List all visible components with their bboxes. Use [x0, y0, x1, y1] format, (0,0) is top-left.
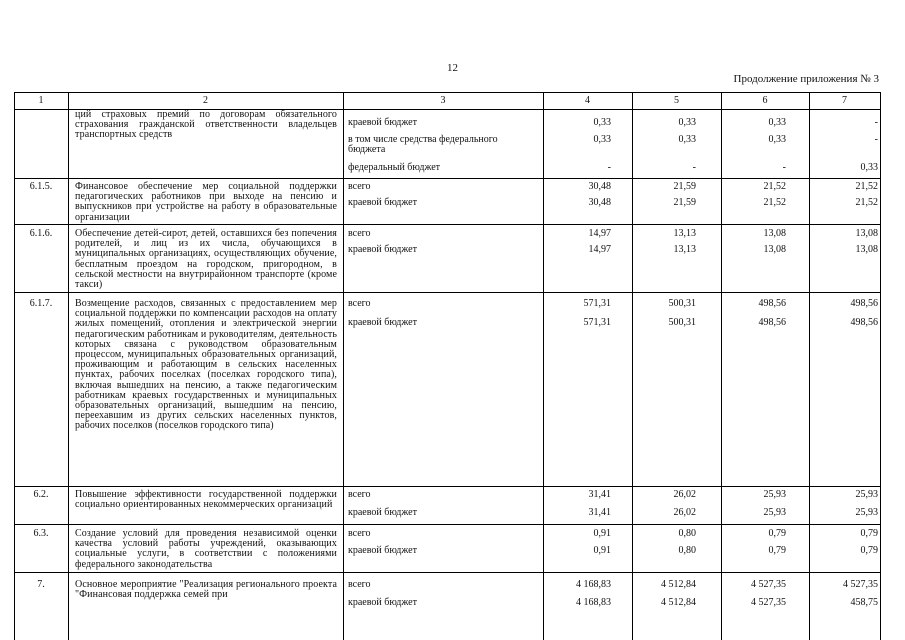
value-cell: -	[692, 162, 696, 173]
row-name: Создание условий для проведения независимой оценки качества условий работы учреждений, оказывающих социальные услуги, в соответствии с положениями федерального законодательства	[75, 528, 337, 570]
value-cell: 498,56	[758, 317, 786, 328]
funding-source: краевой бюджет	[348, 507, 417, 518]
value-cell: 500,31	[668, 298, 696, 309]
value-cell: 30,48	[588, 197, 611, 208]
row-separator	[14, 572, 880, 573]
value-cell: 4 168,83	[576, 597, 611, 608]
value-cell: 0,79	[768, 528, 786, 539]
grid-vline	[721, 92, 722, 640]
funding-source: всего	[348, 528, 371, 539]
value-cell: 0,91	[593, 545, 611, 556]
row-name: Основное мероприятие "Реализация регионального проекта "Финансовая поддержка семей при	[75, 579, 337, 601]
value-cell: 0,33	[768, 134, 786, 145]
row-separator	[14, 224, 880, 225]
row-separator	[14, 524, 880, 525]
page-number: 12	[447, 62, 458, 74]
value-cell: 4 527,35	[751, 597, 786, 608]
value-cell: 571,31	[583, 298, 611, 309]
value-cell: -	[874, 134, 878, 145]
value-cell: 498,56	[850, 317, 878, 328]
value-cell: 0,33	[593, 134, 611, 145]
grid-vline	[543, 92, 544, 640]
value-cell: 4 527,35	[843, 579, 878, 590]
value-cell: 0,80	[678, 528, 696, 539]
row-number: 6.1.7.	[29, 298, 53, 309]
value-cell: 13,13	[673, 244, 696, 255]
value-cell: 4 512,84	[661, 579, 696, 590]
value-cell: -	[782, 162, 786, 173]
value-cell: 4 527,35	[751, 579, 786, 590]
grid-vline	[14, 92, 15, 640]
value-cell: 13,08	[855, 228, 878, 239]
value-cell: 26,02	[673, 489, 696, 500]
value-cell: 31,41	[588, 507, 611, 518]
row-number: 6.1.6.	[29, 228, 53, 239]
funding-source: всего	[348, 298, 371, 309]
value-cell: 0,91	[593, 528, 611, 539]
funding-source: краевой бюджет	[348, 317, 417, 328]
value-cell: 0,33	[678, 117, 696, 128]
value-cell: 31,41	[588, 489, 611, 500]
header-col-1: 1	[38, 95, 44, 106]
value-cell: 21,52	[855, 197, 878, 208]
value-cell: 25,93	[855, 507, 878, 518]
value-cell: 0,33	[860, 162, 878, 173]
funding-source: краевой бюджет	[348, 197, 417, 208]
value-cell: 0,79	[860, 528, 878, 539]
value-cell: 21,52	[855, 181, 878, 192]
value-cell: 14,97	[588, 228, 611, 239]
grid-vline	[809, 92, 810, 640]
value-cell: 13,08	[763, 228, 786, 239]
row-number: 6.1.5.	[29, 181, 53, 192]
value-cell: 26,02	[673, 507, 696, 518]
funding-source: всего	[348, 228, 371, 239]
header-col-4: 4	[585, 95, 590, 106]
funding-source: краевой бюджет	[348, 597, 417, 608]
value-cell: -	[607, 162, 611, 173]
row-name: Обеспечение детей-сирот, детей, оставшихся без попечения родителей, и лиц из их числа, обучающихся в муниципальных организациях, осуществляющих обучение, бесплатным проездом на городском, пригородном, в сельской местности на внутрирайонном транспорте (кроме такси)	[75, 228, 337, 291]
value-cell: -	[874, 117, 878, 128]
value-cell: 4 168,83	[576, 579, 611, 590]
row-name: Возмещение расходов, связанных с предоставлением мер социальной поддержки по компенсации расходов на оплату жилых помещений, отопления и электрической энергии педагогическим работникам и руководителям, деятельность которых связана с руководством образовательным процессом, муниципальных образовательных организаций, проживающим и работающим в сельских населенных пунктах, рабочих поселках (поселках городского типа), включая вышедших на пенсию, а также педагогическим работникам краевых государственных и муниципальных образовательных организаций, вышедшим на пенсию, переехавшим из других сельских населенных пунктов, рабочих поселков (поселков городского типа)	[75, 298, 337, 432]
value-cell: 13,13	[673, 228, 696, 239]
funding-source: всего	[348, 489, 371, 500]
header-col-7: 7	[842, 95, 847, 106]
value-cell: 0,80	[678, 545, 696, 556]
funding-source: краевой бюджет	[348, 117, 417, 128]
grid-vline	[880, 92, 881, 640]
row-separator	[14, 486, 880, 487]
value-cell: 500,31	[668, 317, 696, 328]
value-cell: 13,08	[763, 244, 786, 255]
value-cell: 498,56	[758, 298, 786, 309]
table-header	[14, 92, 880, 110]
value-cell: 571,31	[583, 317, 611, 328]
value-cell: 25,93	[763, 489, 786, 500]
grid-vline	[343, 92, 344, 640]
value-cell: 30,48	[588, 181, 611, 192]
value-cell: 21,59	[673, 181, 696, 192]
row-name: Повышение эффективности государственной поддержки социально ориентированных некоммерческих организаций	[75, 489, 337, 511]
value-cell: 0,79	[860, 545, 878, 556]
funding-source: федеральный бюджет	[348, 162, 441, 173]
value-cell: 13,08	[855, 244, 878, 255]
value-cell: 458,75	[850, 597, 878, 608]
row-number: 6.2.	[33, 489, 49, 500]
value-cell: 21,52	[763, 181, 786, 192]
value-cell: 21,52	[763, 197, 786, 208]
header-col-3: 3	[440, 95, 446, 106]
row-separator	[14, 292, 880, 293]
row-name: Финансовое обеспечение мер социальной поддержки педагогических работников при выходе на пенсию и выпускников при устройстве на работу в образовательные организации	[75, 181, 337, 223]
row-number: 7.	[37, 579, 45, 590]
header-col-2: 2	[203, 95, 208, 106]
value-cell: 25,93	[763, 507, 786, 518]
value-cell: 0,33	[678, 134, 696, 145]
header-col-5: 5	[674, 95, 679, 106]
funding-source: всего	[348, 181, 371, 192]
grid-vline	[68, 92, 69, 640]
row-separator	[14, 178, 880, 179]
funding-source: краевой бюджет	[348, 244, 417, 255]
value-cell: 498,56	[850, 298, 878, 309]
value-cell: 21,59	[673, 197, 696, 208]
value-cell: 0,79	[768, 545, 786, 556]
value-cell: 4 512,84	[661, 597, 696, 608]
value-cell: 0,33	[768, 117, 786, 128]
header-col-6: 6	[762, 95, 768, 106]
funding-source: краевой бюджет	[348, 545, 417, 556]
row-number: 6.3.	[33, 528, 49, 539]
grid-vline	[632, 92, 633, 640]
value-cell: 0,33	[593, 117, 611, 128]
funding-source: всего	[348, 579, 371, 590]
funding-source: в том числе средства федерального бюджета	[348, 134, 498, 156]
row-name: ций страховых премий по договорам обязательного страхования гражданской ответственности владельцев транспортных средств	[75, 109, 337, 141]
value-cell: 25,93	[855, 489, 878, 500]
continuation-label: Продолжение приложения № 3	[733, 73, 879, 85]
value-cell: 14,97	[588, 244, 611, 255]
